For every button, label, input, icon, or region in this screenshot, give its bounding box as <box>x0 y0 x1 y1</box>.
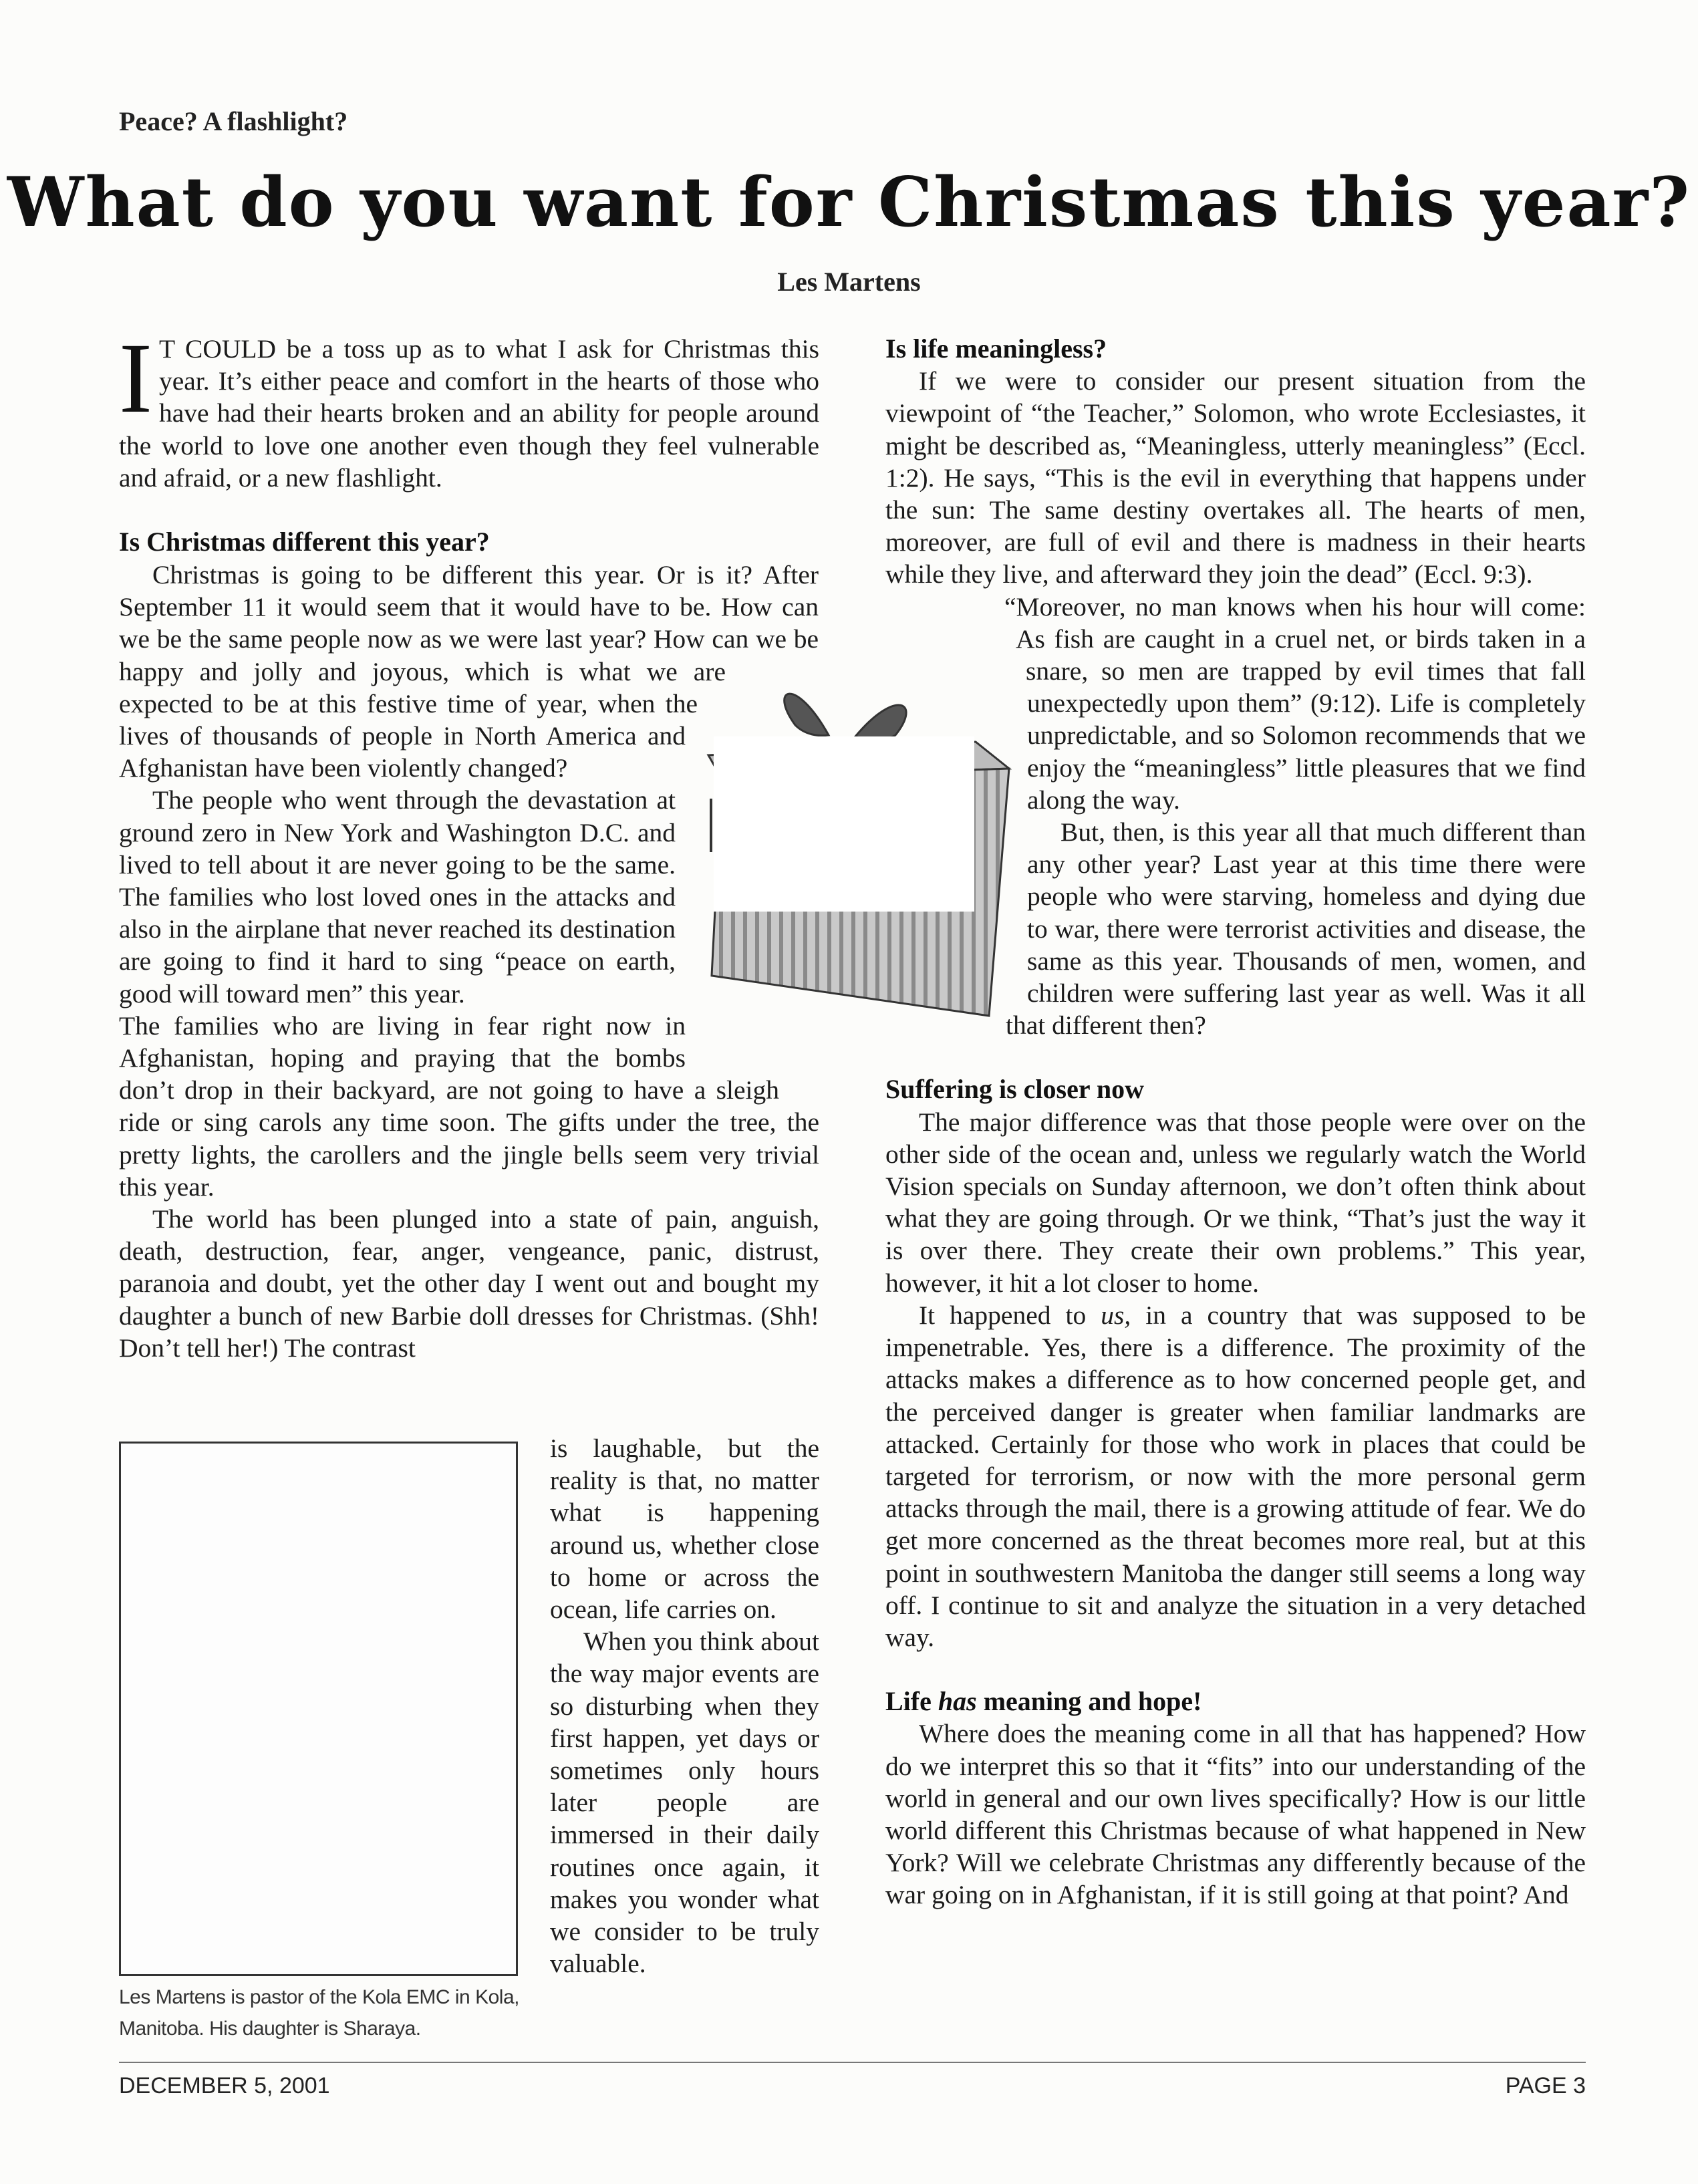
paragraph-4-continued: is laughable, but the reality is that, no matter what is happening around us, whether close to home or across the ocean, life carries on. <box>550 1434 819 1625</box>
article-title: What do you want for Christmas this year? <box>7 162 1691 243</box>
column-1-top <box>119 323 819 558</box>
col2-paragraph-4: The major difference was that those people were over on the other side of the ocean and, unless we regularly watch the World Vision specials on Sunday afternoon, we don’t often think about what they are going through. Or we think, “That’s just the way it is over there. They create their own problems.” This year, however, it hit a lot closer to home. <box>885 1107 1586 1298</box>
col2-paragraph-3: But, then, is this year all that much different than any other year? Last year at this time there were people who were starving, homeless and dying due to war, there were terrorist activities and disease, the same as this year. Thousands of men, women, and children were suffering last year as well. Was it all that different then? <box>1006 817 1586 1041</box>
byline: Les Martens <box>777 267 921 297</box>
col2-paragraph-2: “Moreover, no man knows when his hour will come: As fish are caught in a cruel net, or birds taken in a snare, so men are trapped by evil times that fall unexpectedly upon them” (9:12). Life is completely unpredictable, and so Solomon recommends that we enjoy the “meaningless” little pleasures that we find along the way. <box>1004 591 1586 815</box>
column-2 <box>885 333 1586 1911</box>
paragraph-5: When you think about the way major events are so disturbing when they first happen, yet days or sometimes only hours later people are immersed in their daily routines once again, it makes you wonder what we consider to be truly valuable. <box>550 1627 819 1979</box>
gift-edge <box>710 799 712 852</box>
intro-paragraph <box>119 323 819 494</box>
photo-placeholder <box>119 1442 518 1976</box>
paragraph-3: The families who are living in fear right now in Afghanistan, hoping and praying that the bombs don’t drop in their backyard, are not going to have a sleigh ride or sing carols any time soon. The gifts under the tree, the pretty lights, the carollers and the jingle bells seem very trivial this year. <box>119 1010 819 1202</box>
footer-page-number: PAGE 3 <box>1505 2073 1586 2098</box>
col2-paragraph-6: Where does the meaning come in all that has happened? How do we interpret this so that it “fits” into our understanding of the world in general and our own lives specifically? How is our little world different this Christmas because of what happened in New York? Will we celebrate Christmas any differently because of the war going on in Afghanistan, if it is still going at that point? And <box>885 1719 1586 1910</box>
photo-caption: Les Martens is pastor of the Kola EMC in Kola, Manitoba. His daughter is Sharaya. <box>119 1986 519 2040</box>
footer-rule <box>119 2062 1586 2063</box>
subhead-christmas-different: Is Christmas different this year? <box>119 527 490 557</box>
paragraph-1: Christmas is going to be different this year. Or is it? After September 11 it would seem that it would have to be. How can we be the same people now as we were last year? How can we be happy and jolly and joyous, which is what we are expected to be at this festive time of year, when the lives of thousands of people in North America and Afghanistan have been violently changed? <box>119 560 819 783</box>
subhead-suffering-closer: Suffering is closer now <box>885 1074 1145 1105</box>
column-1-narrow <box>550 1432 819 1980</box>
intro-text: T COULD be a toss up as to what I ask for Christmas this year. It’s either peace and comfort in the hearts of those who have had their hearts broken and an ability for people around the world to love one another even though they feel vulnerable and afraid, or a new flashlight. <box>119 334 819 493</box>
bow-left <box>785 694 829 736</box>
drop-cap: I <box>119 323 152 434</box>
col2-paragraph-1: If we were to consider our present situation from the viewpoint of “the Teacher,” Solomon, who wrote Ecclesiastes, it might be described as, “Meaningless, utterly meaningless” (Eccl. 1:2). He says, “This is the evil in everything that happens under the sun: The same destiny overtakes all. The hearts of men, moreover, are full of evil and there is madness in their hearts while they live, and afterward they join the dead” (Eccl. 9:3). <box>885 366 1586 589</box>
col2-paragraph-5: It happened to us, in a country that was supposed to be impenetrable. Yes, there is a difference. The proximity of the attacks makes a difference as to how concerned people get, and the perceived danger is greater when familiar landmarks are attacked. Certainly for those who work in places that could be targeted for terrorism, or now with the more personal germ attacks through the mail, there is a growing attitude of fear. We do get more concerned as the threat becomes more real, but at this point in southwestern Manitoba the danger still seems a long way off. I continue to sit and analyze the situation in a very detached way. <box>885 1300 1586 1652</box>
footer-date: DECEMBER 5, 2001 <box>119 2073 330 2098</box>
subhead-life-meaningless: Is life meaningless? <box>885 333 1107 364</box>
kicker: Peace? A flashlight? <box>119 106 348 136</box>
subhead-life-has-meaning: Life has meaning and hope! <box>885 1686 1202 1717</box>
paragraph-4: The world has been plunged into a state of pain, anguish, death, destruction, fear, anger, vengeance, panic, distrust, paranoia and doubt, yet the other day I went out and bought my daughter a bunch of new Barbie doll dresses for Christmas. (Shh! Don’t tell her!) The contrast <box>119 1204 819 1363</box>
paragraph-2: The people who went through the devastation at ground zero in New York and Washington D.C. and lived to tell about it are never going to be the same. The families who lost loved ones in the attacks and also in the airplane that never reached its destination are going to find it hard to sing “peace on earth, good will toward men” this year. <box>119 785 676 1008</box>
